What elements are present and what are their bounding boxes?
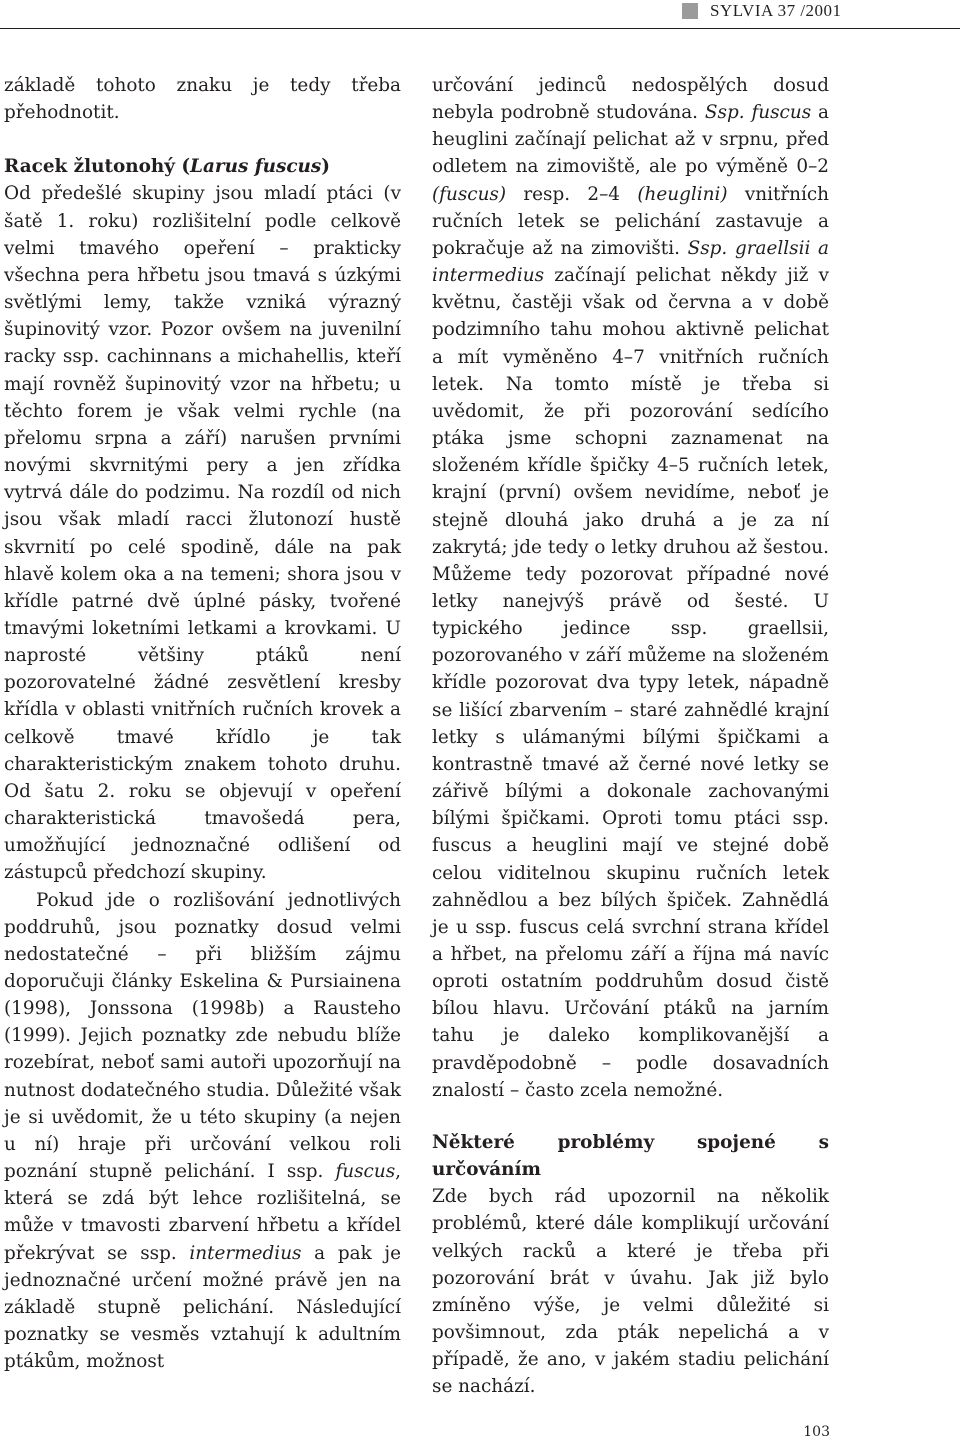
italic-term: Ssp. graellsii a intermedius — [432, 237, 830, 287]
italic-term: Ssp. fuscus — [704, 102, 812, 124]
text-run: určování jedinců nedospělých dosud nebyla podrobně studována. — [432, 75, 829, 124]
italic-term: fuscus — [335, 1161, 396, 1183]
paragraph-juvenile-plumage: Od předešlé skupiny jsou mladí ptáci (v šatě 1. roku) rozlišitelní podle celkově velmi tmavého opeření – prakticky všechna pera hřbetu jsou tmavá s úzkými světlými lemy, takže vzniká výrazný šupinovitý vzor. Pozor ovšem na juvenilní racky ssp. cachinnans a michahellis, kteří mají rovněž šupinovitý vzor na hřbetu; u těchto forem je však velmi rychle (na přelomu srpna a září) narušen prvními novými skvrnitými pery a jen zřídka vytrvá dále do podzimu. Na rozdíl od nich jsou však mladí racci žlutonozí hustě skvrnití po celé spodině, dále na pak hlavě kolem oka a na temeni; shora jsou v křídle patrné dvě úplné pásky, tvořené tmavými loketními letkami a krovkami. U naprosté většiny ptáků není pozorovatelné žádné zesvětlení kresby křídla v oblasti vnitřních ručních krovek a celkově tmavé křídlo je tak charakteristickým znakem tohoto druhu. Od šatu 2. roku se objevují v opeření charakteristická tmavošedá pera, umožňující jednoznačné odlišení od zástupců předchozí skupiny. — [4, 183, 401, 884]
heading-latin-name: Larus fuscus — [190, 156, 322, 178]
heading-suffix: ) — [321, 156, 330, 178]
page-number: 103 — [803, 1424, 830, 1440]
header-rule — [0, 28, 960, 29]
heading-prefix: Racek žlutonohý ( — [4, 156, 191, 178]
italic-term: (heuglini) — [637, 183, 728, 205]
left-column — [4, 72, 401, 1375]
paragraph-subspecies — [4, 887, 401, 1376]
text-run: a pak je jednoznačné určení možné právě jen na základě stupně pelichání. Následující poznatky se vesměs vztahují k adultním ptákům, možnost — [4, 1242, 401, 1373]
intro-paragraph: základě tohoto znaku je tedy třeba přehodnotit. — [4, 75, 401, 124]
paragraph-moult — [432, 72, 829, 1104]
text-run: vnitřních ručních letek se pelichání zastavuje a pokračuje až na zimovišti. — [432, 183, 830, 259]
text-run: resp. 2–4 — [506, 183, 638, 205]
text-run: začínají pelichat někdy již v květnu, častěji však od června a v době podzimního tahu mohou aktivně pelichat a mít vyměněno 4–7 vnitřních ručních letek. Na tomto místě je třeba si uvědomit, že při pozorování sedícího ptáka jsme schopni zaznamenat na složeném křídle špičky 4–5 ručních letek, krajní (první) ovšem nevidíme, neboť je stejně dlouhá jako druhá a je za ní zakrytá; jde tedy o letky druhou až šestou. Můžeme tedy pozorovat případné nové letky nanejvýš právě od šesté. U typického jedince ssp. graellsii, pozorovaného v září můžeme na složeném křídle pozorovat dva typy letek, nápadně se lišící zbarvením – staré zahnědlé krajní letky s ulámanými bílými špičkami a kontrastně tmavé až černé nové letky se zářivě bílými a dokonale zachovanými bílými špičkami. Oproti tomu ptáci ssp. fuscus a heuglini mají ve stejné době celou viditelnou skupinu ručních letek zahnědlou a bez bílých špiček. Zahnědlá je u ssp. fuscus celá svrchní strana křídel a hřbet, na přelomu září a října má navíc oproti ostatním poddruhům dosud čistě bílou hlavu. Určování ptáků na jarním tahu je daleko komplikovanější a pravděpodobně – podle dosavadních znalostí – často zcela nemožné. — [432, 265, 829, 1101]
header-marker-box — [682, 3, 698, 19]
italic-term: intermedius — [189, 1242, 302, 1264]
spacer — [4, 126, 401, 153]
paragraph-problems: Zde bych rád upozornil na několik problémů, které dále komplikují určování velkých racků a které je třeba při pozorování brát v úvahu. Jak již bylo zmíněno výše, je velmi důležité si povšimnout, zda pták nepelichá a v případě, že ano, v jakém stadiu pelichání se nachází. — [432, 1186, 829, 1398]
right-column — [432, 72, 829, 1401]
italic-term: (fuscus) — [432, 183, 507, 205]
section-heading-problems: Některé problémy spojené s určováním — [432, 1131, 829, 1181]
text-run: , která se zdá být lehce rozlišitelná, se může v tmavosti zbarvení hřbetu a křídel překrývat se ssp. — [4, 1161, 401, 1264]
text-run: a heuglini začínají pelichat až v srpnu, před odletem na zimoviště, ale po výměně 0–2 — [432, 102, 829, 178]
running-header: SYLVIA 37 /2001 — [710, 1, 842, 20]
text-run: Pokud jde o rozlišování jednotlivých poddruhů, jsou poznatky dosud velmi nedostatečné – při bližším zájmu doporučuji články Eskelina & Pursiainena (1998), Jonssona (1998b) a Rausteho (1999). Jejich poznatky zde nebudu blíže rozebírat, neboť sami autoři upozorňují na nutnost dodatečného studia. Důležité však je si uvědomit, že u této skupiny (a nejen u ní) hraje při určování velkou roli poznání stupně pelichání. I ssp. — [4, 889, 401, 1183]
spacer — [432, 1104, 829, 1129]
section-heading-larus-fuscus — [4, 153, 401, 180]
